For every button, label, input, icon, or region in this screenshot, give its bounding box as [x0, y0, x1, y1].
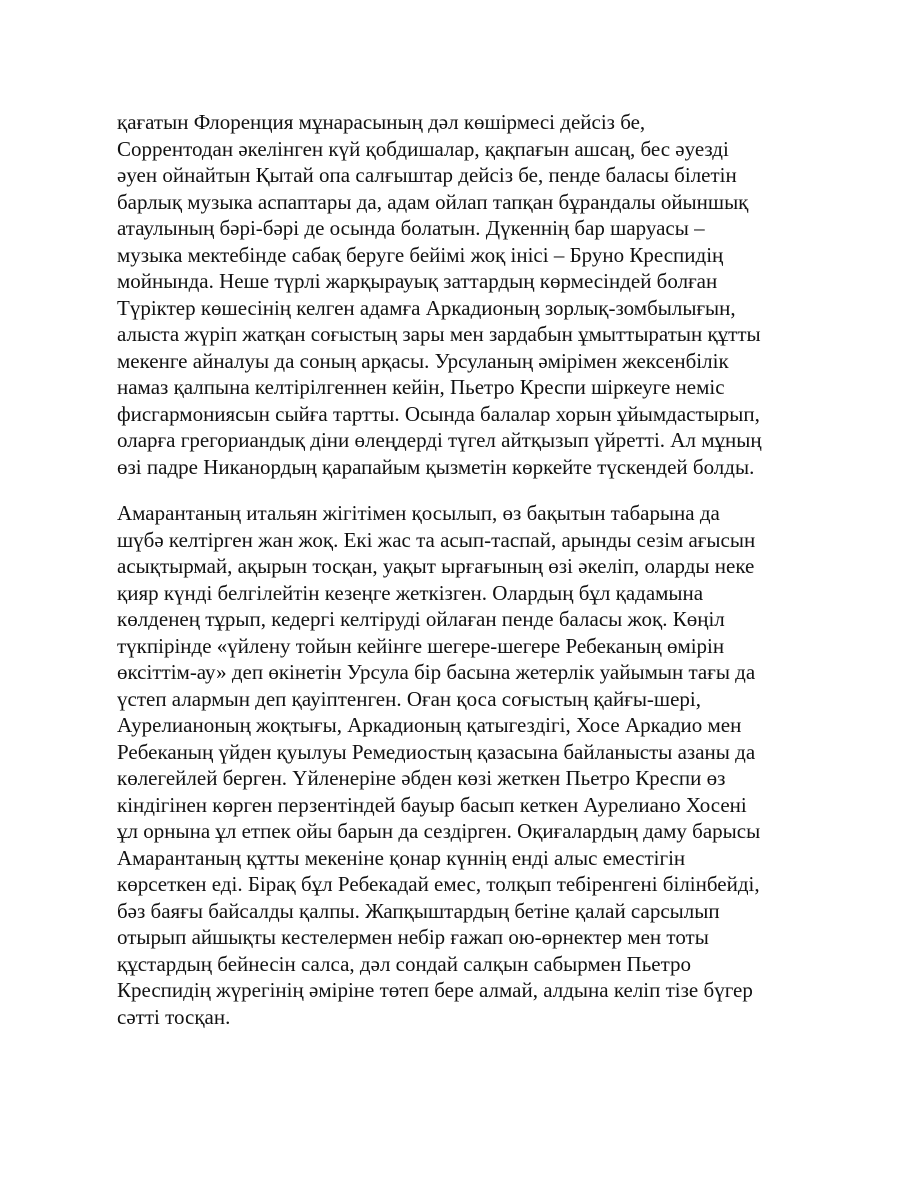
- text-line: бәз баяғы байсалды қалпы. Жапқыштардың бетіне қалай сарсылып: [117, 898, 720, 923]
- text-line: барлық музыка аспаптары да, адам ойлап тапқан бұрандалы ойыншық: [117, 189, 749, 214]
- text-line: әуен ойнайтын Қытай опа салғыштар дейсіз бе, пенде баласы білетін: [117, 163, 737, 187]
- text-line: оларға грегориандық діни өлеңдерді түгел айтқызып үйретті. Ал мұның: [117, 428, 762, 452]
- text-line: фисгармониясын сыйға тартты. Осында балалар хорын ұйымдастырып,: [117, 401, 760, 426]
- text-line: үстеп алармын деп қауіптенген. Оған қоса соғыстың қайғы-шері,: [117, 686, 701, 711]
- text-line: өксіттім-ау» деп өкінетін Урсула бір басына жетерлік уайымын тағы да: [117, 660, 756, 684]
- text-line: шүбә келтірген жан жоқ. Екі жас та асып-таспай, арынды сезім ағысын: [117, 527, 756, 552]
- text-line: ұл орнына ұл етпек ойы барын да сездірген. Оқиғалардың даму барысы: [117, 819, 761, 843]
- text-line: намаз қалпына келтірілгеннен кейін, Пьетро Креспи шіркеуге неміс: [117, 375, 725, 399]
- text-line: асықтырмай, ақырын тосқан, уақыт ырғағының өзі әкеліп, оларды неке: [117, 554, 755, 578]
- text-line: сәтті тосқан.: [117, 1004, 231, 1029]
- text-line: отырып айшықты кестелермен небір ғажап ою-өрнектер мен тоты: [117, 925, 709, 949]
- paragraph-2: [117, 500, 817, 1030]
- text-line: қияр күнді белгілейтін кезеңге жеткізген. Олардың бұл қадамына: [117, 580, 704, 605]
- text-line: атаулының бәрі-бәрі де осында болатын. Дүкеннің бар шаруасы –: [117, 216, 705, 240]
- text-line: Креспидің жүрегінің әміріне төтеп бере алмай, алдына келіп тізе бүгер: [117, 978, 753, 1002]
- text-line: Амарантаның итальян жігітімен қосылып, өз бақытын табарына да: [117, 501, 720, 525]
- text-line: түкпірінде «үйлену тойын кейінге шегере-шегере Ребеканың өмірін: [117, 633, 725, 658]
- text-line: құстардың бейнесін салса, дәл сондай салқын сабырмен Пьетро: [117, 951, 692, 976]
- text-line: Амарантаның құтты мекеніне қонар күннің енді алыс еместігін: [117, 845, 686, 870]
- text-line: Түріктер көшесінің келген адамға Аркадионың зорлық-зомбылығын,: [117, 295, 736, 320]
- text-line: мекенге айналуы да соның арқасы. Урсуланың әмірімен жексенбілік: [117, 348, 729, 373]
- text-line: көлегейлей берген. Үйленеріне әбден көзі жеткен Пьетро Креспи өз: [117, 766, 726, 790]
- text-line: көлденең тұрып, кедергі келтіруді ойлаған пенде баласы жоқ. Көңіл: [117, 607, 725, 631]
- text-line: өзі падре Никанордың қарапайым қызметін көркейте түскендей болды.: [117, 454, 755, 479]
- text-line: Аурелианоның жоқтығы, Аркадионың қатыгездігі, Хосе Аркадио мен: [117, 713, 742, 737]
- text-line: мойнында. Неше түрлі жарқырауық заттардың көрмесіндей болған: [117, 269, 718, 293]
- text-line: музыка мектебінде сабақ беруге бейімі жоқ інісі – Бруно Креспидің: [117, 242, 724, 267]
- text-line: кіндігінен көрген перзентіндей бауыр басып кеткен Аурелиано Хосені: [117, 792, 747, 817]
- paragraph-1: [117, 109, 817, 480]
- text-line: Ребеканың үйден қуылуы Ремедиостың қазасына байланысты азаны да: [117, 739, 756, 764]
- text-line: алыста жүріп жатқан соғыстың зары мен зардабын ұмыттыратын құтты: [117, 322, 761, 346]
- text-line: Соррентодан әкелінген күй қобдишалар, қақпағын ашсаң, бес әуезді: [117, 136, 729, 161]
- text-line: көрсеткен еді. Бірақ бұл Ребекадай емес, толқып тебіренгені білінбейді,: [117, 872, 760, 896]
- text-line: қағатын Флоренция мұнарасының дәл көшірмесі дейсіз бе,: [117, 110, 646, 134]
